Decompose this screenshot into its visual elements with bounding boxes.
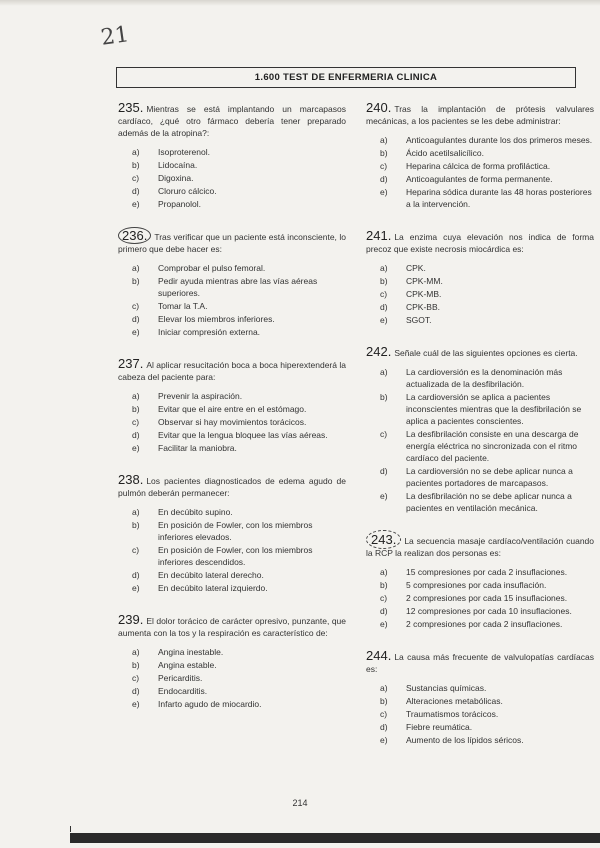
option-row xyxy=(118,262,346,274)
option-row xyxy=(118,172,346,184)
page-number: 214 xyxy=(292,798,308,808)
options-list xyxy=(366,134,594,210)
option-letter: d) xyxy=(132,186,140,196)
option-text: Angina inestable. xyxy=(158,647,224,657)
option-text: Anticoagulantes de forma permanente. xyxy=(406,174,553,184)
option-row xyxy=(118,429,346,441)
option-row xyxy=(118,416,346,428)
option-text: 15 compresiones por cada 2 insuflaciones. xyxy=(406,567,568,577)
option-row xyxy=(366,605,594,617)
option-text: Prevenir la aspiración. xyxy=(158,391,243,401)
option-text: Aumento de los lípidos séricos. xyxy=(406,735,524,745)
option-text: Heparina cálcica de forma profiláctica. xyxy=(406,161,551,171)
option-letter: b) xyxy=(380,696,388,706)
option-letter: c) xyxy=(380,161,388,171)
question-text: Tras la implantación de prótesis valvulares mecánicas, a los pacientes se les debe administrar: xyxy=(366,104,594,126)
option-row xyxy=(366,160,594,172)
option-letter: c) xyxy=(380,429,388,439)
option-row xyxy=(366,695,594,707)
option-text: Fiebre reumática. xyxy=(406,722,473,732)
option-letter: b) xyxy=(380,148,388,158)
option-row xyxy=(366,592,594,604)
option-text: En decúbito lateral derecho. xyxy=(158,570,264,580)
option-text: Heparina sódica durante las 48 horas posteriores a la intervención. xyxy=(406,187,592,209)
option-row xyxy=(118,326,346,338)
option-text: Tomar la T.A. xyxy=(158,301,208,311)
option-row xyxy=(366,262,594,274)
option-text: 2 compresiones por cada 15 insuflaciones. xyxy=(406,593,568,603)
option-row xyxy=(366,275,594,287)
question-242 xyxy=(366,346,594,514)
options-list xyxy=(366,366,594,514)
option-letter: b) xyxy=(132,520,140,530)
option-row xyxy=(366,391,594,427)
options-list xyxy=(118,146,346,210)
option-letter: e) xyxy=(380,315,388,325)
options-list xyxy=(118,390,346,454)
question-stem xyxy=(366,230,594,255)
question-238 xyxy=(118,474,346,594)
option-row xyxy=(118,544,346,568)
question-stem xyxy=(118,102,346,139)
option-letter: a) xyxy=(380,567,388,577)
option-letter: a) xyxy=(132,263,140,273)
option-row xyxy=(118,390,346,402)
option-text: En decúbito lateral izquierdo. xyxy=(158,583,268,593)
option-row xyxy=(366,314,594,326)
question-number: 242. xyxy=(366,344,392,359)
option-text: Digoxina. xyxy=(158,173,194,183)
question-243 xyxy=(366,534,594,630)
option-letter: a) xyxy=(132,391,140,401)
option-row xyxy=(118,569,346,581)
question-number: 243. xyxy=(366,530,401,549)
question-number: 238. xyxy=(118,472,144,487)
option-text: SGOT. xyxy=(406,315,432,325)
scan-edge xyxy=(0,0,600,6)
question-236 xyxy=(118,230,346,338)
option-letter: d) xyxy=(132,686,140,696)
options-list xyxy=(366,682,594,746)
option-text: Cloruro cálcico. xyxy=(158,186,217,196)
question-text: Mientras se está implantando un marcapasos cardíaco, ¿qué otro fármaco debería tener preparado además de la atropina?: xyxy=(118,104,346,138)
option-letter: c) xyxy=(132,417,140,427)
option-text: Traumatismos torácicos. xyxy=(406,709,499,719)
option-text: Evitar que el aire entre en el estómago. xyxy=(158,404,307,414)
option-letter: b) xyxy=(132,404,140,414)
option-row xyxy=(118,313,346,325)
option-row xyxy=(118,146,346,158)
option-text: Ácido acetilsalicílico. xyxy=(406,148,484,158)
option-letter: d) xyxy=(380,466,388,476)
option-letter: c) xyxy=(380,709,388,719)
option-letter: e) xyxy=(380,619,388,629)
question-number: 240. xyxy=(366,100,392,115)
option-text: Anticoagulantes durante los dos primeros meses. xyxy=(406,135,593,145)
question-number: 239. xyxy=(118,612,144,627)
options-list xyxy=(366,262,594,326)
question-241 xyxy=(366,230,594,326)
option-letter: d) xyxy=(380,722,388,732)
option-letter: e) xyxy=(132,443,140,453)
option-letter: d) xyxy=(380,174,388,184)
option-text: Pericarditis. xyxy=(158,673,203,683)
question-text: La secuencia masaje cardíaco/ventilación cuando la RCP la realizan dos personas es: xyxy=(366,536,594,558)
option-text: Elevar los miembros inferiores. xyxy=(158,314,275,324)
option-text: Iniciar compresión externa. xyxy=(158,327,261,337)
option-text: Evitar que la lengua bloquee las vías aéreas. xyxy=(158,430,328,440)
option-row xyxy=(118,582,346,594)
option-letter: a) xyxy=(380,683,388,693)
footer-bar xyxy=(70,833,600,843)
option-row xyxy=(366,708,594,720)
option-letter: d) xyxy=(132,430,140,440)
question-number: 237. xyxy=(118,356,144,371)
corner-tick xyxy=(70,826,75,832)
option-row xyxy=(366,579,594,591)
option-letter: e) xyxy=(380,491,388,501)
question-240 xyxy=(366,102,594,210)
option-text: 2 compresiones por cada 2 insuflaciones. xyxy=(406,619,563,629)
option-row xyxy=(118,185,346,197)
question-237 xyxy=(118,358,346,454)
option-letter: a) xyxy=(380,135,388,145)
handwritten-mark: 21 xyxy=(99,22,131,51)
option-row xyxy=(118,659,346,671)
option-row xyxy=(366,134,594,146)
option-row xyxy=(366,173,594,185)
option-text: Sustancias químicas. xyxy=(406,683,487,693)
option-text: Comprobar el pulso femoral. xyxy=(158,263,266,273)
option-text: Lidocaína. xyxy=(158,160,198,170)
question-stem xyxy=(118,230,346,255)
option-letter: e) xyxy=(132,199,140,209)
question-stem xyxy=(366,346,594,359)
option-text: Observar si hay movimientos torácicos. xyxy=(158,417,307,427)
option-row xyxy=(366,465,594,489)
option-row xyxy=(366,186,594,210)
option-letter: e) xyxy=(380,735,388,745)
option-letter: e) xyxy=(380,187,388,197)
option-text: En posición de Fowler, con los miembros inferiores descendidos. xyxy=(158,545,313,567)
page-header-title: 1.600 TEST DE ENFERMERIA CLINICA xyxy=(254,72,438,83)
header-box xyxy=(116,67,576,88)
option-row xyxy=(366,428,594,464)
option-row xyxy=(366,566,594,578)
option-letter: c) xyxy=(132,673,140,683)
question-text: La enzima cuya elevación nos indica de forma precoz que existe necrosis miocárdica es: xyxy=(366,232,594,254)
option-row xyxy=(366,618,594,630)
option-text: Pedir ayuda mientras abre las vías aéreas superiores. xyxy=(158,276,318,298)
options-list xyxy=(118,262,346,338)
option-text: Facilitar la maniobra. xyxy=(158,443,237,453)
question-text: El dolor torácico de carácter opresivo, punzante, que aumenta con la tos y la respiración es característico de: xyxy=(118,616,346,638)
option-letter: c) xyxy=(380,289,388,299)
option-letter: a) xyxy=(132,147,140,157)
question-number: 236. xyxy=(118,227,151,244)
question-number: 244. xyxy=(366,648,392,663)
option-text: Angina estable. xyxy=(158,660,217,670)
option-row xyxy=(118,519,346,543)
option-row xyxy=(118,442,346,454)
option-letter: d) xyxy=(132,314,140,324)
option-row xyxy=(118,403,346,415)
option-row xyxy=(118,198,346,210)
question-235 xyxy=(118,102,346,210)
option-text: La desfibrilación consiste en una descarga de energía eléctrica no sincronizada con el ritmo cardíaco del paciente. xyxy=(406,429,579,463)
option-letter: b) xyxy=(380,580,388,590)
option-text: CPK. xyxy=(406,263,426,273)
question-stem xyxy=(118,358,346,383)
option-letter: c) xyxy=(132,301,140,311)
option-letter: c) xyxy=(132,545,140,555)
left-column xyxy=(118,102,346,730)
option-text: 5 compresiones por cada insuflación. xyxy=(406,580,547,590)
option-letter: b) xyxy=(132,660,140,670)
option-text: En decúbito supino. xyxy=(158,507,233,517)
option-text: La cardioversión se aplica a pacientes inconscientes mientras que la desfibrilación se aplica a pacientes conscientes. xyxy=(406,392,582,426)
question-text: Al aplicar resucitación boca a boca hiperextenderá la cabeza del paciente para: xyxy=(118,360,346,382)
question-number: 235. xyxy=(118,100,144,115)
question-stem xyxy=(366,102,594,127)
options-list xyxy=(118,506,346,594)
option-row xyxy=(118,159,346,171)
option-text: La desfibrilación no se debe aplicar nunca a pacientes en ventilación mecánica. xyxy=(406,491,572,513)
question-number: 241. xyxy=(366,228,392,243)
option-letter: b) xyxy=(380,392,388,402)
option-row xyxy=(366,366,594,390)
option-letter: a) xyxy=(132,507,140,517)
option-letter: a) xyxy=(132,647,140,657)
right-column xyxy=(366,102,594,766)
option-row xyxy=(366,301,594,313)
option-letter: d) xyxy=(132,570,140,580)
option-row xyxy=(118,672,346,684)
question-stem xyxy=(118,474,346,499)
question-stem xyxy=(366,534,594,559)
option-row xyxy=(118,646,346,658)
option-text: La cardioversión es la denominación más actualizada de la desfibrilación. xyxy=(406,367,563,389)
option-row xyxy=(118,698,346,710)
options-list xyxy=(366,566,594,630)
option-letter: b) xyxy=(380,276,388,286)
option-text: En posición de Fowler, con los miembros inferiores elevados. xyxy=(158,520,313,542)
option-row xyxy=(366,734,594,746)
option-row xyxy=(118,300,346,312)
option-letter: d) xyxy=(380,302,388,312)
question-239 xyxy=(118,614,346,710)
option-text: CPK-BB. xyxy=(406,302,441,312)
option-text: CPK-MB. xyxy=(406,289,442,299)
question-text: La causa más frecuente de valvulopatías cardíacas es: xyxy=(366,652,594,674)
option-letter: b) xyxy=(132,276,140,286)
option-row xyxy=(366,682,594,694)
option-text: Infarto agudo de miocardio. xyxy=(158,699,262,709)
option-text: La cardioversión no se debe aplicar nunca a pacientes portadores de marcapasos. xyxy=(406,466,573,488)
option-letter: c) xyxy=(380,593,388,603)
option-row xyxy=(366,490,594,514)
question-text: Los pacientes diagnosticados de edema agudo de pulmón deberán permanecer: xyxy=(118,476,346,498)
option-row xyxy=(118,506,346,518)
option-letter: e) xyxy=(132,583,140,593)
option-row xyxy=(118,275,346,299)
option-text: Endocarditis. xyxy=(158,686,208,696)
option-row xyxy=(366,721,594,733)
option-text: CPK-MM. xyxy=(406,276,443,286)
option-letter: a) xyxy=(380,263,388,273)
option-letter: e) xyxy=(132,699,140,709)
option-letter: d) xyxy=(380,606,388,616)
option-row xyxy=(366,147,594,159)
question-244 xyxy=(366,650,594,746)
options-list xyxy=(118,646,346,710)
question-stem xyxy=(118,614,346,639)
option-letter: e) xyxy=(132,327,140,337)
question-stem xyxy=(366,650,594,675)
option-row xyxy=(366,288,594,300)
question-text: Señale cuál de las siguientes opciones es cierta. xyxy=(394,348,578,358)
option-row xyxy=(118,685,346,697)
option-text: Isoproterenol. xyxy=(158,147,210,157)
option-letter: c) xyxy=(132,173,140,183)
option-text: 12 compresiones por cada 10 insuflaciones. xyxy=(406,606,572,616)
question-text: Tras verificar que un paciente está inconsciente, lo primero que debe hacer es: xyxy=(118,232,346,254)
option-text: Propanolol. xyxy=(158,199,202,209)
option-text: Alteraciones metabólicas. xyxy=(406,696,503,706)
option-letter: a) xyxy=(380,367,388,377)
option-letter: b) xyxy=(132,160,140,170)
